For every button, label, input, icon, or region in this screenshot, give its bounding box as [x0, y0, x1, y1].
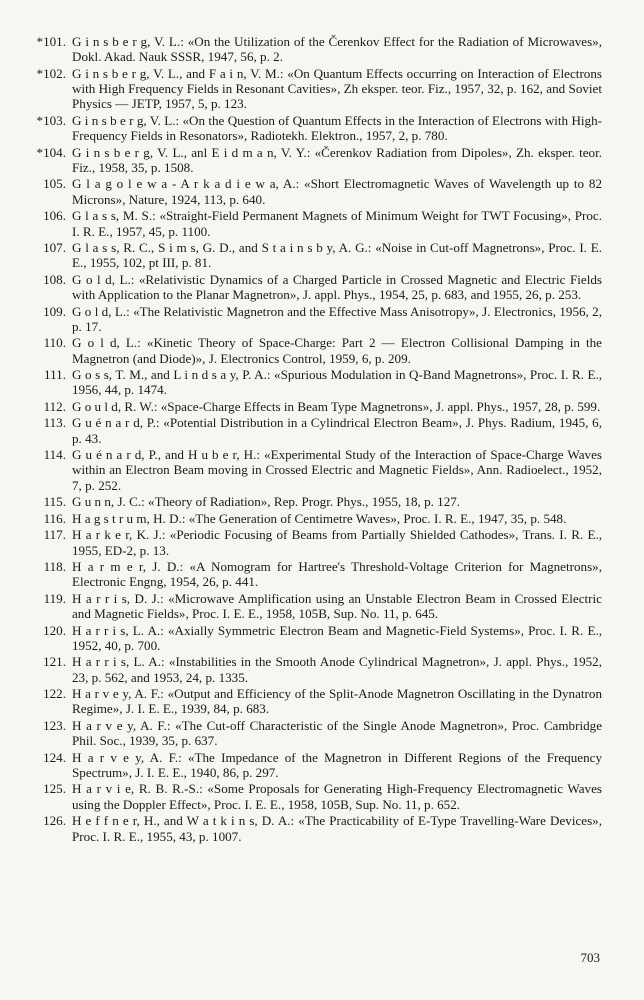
reference-number: 126.: [43, 813, 66, 829]
reference-number: 114.: [43, 447, 66, 463]
reference-entry: [28, 304, 602, 335]
reference-entry: [28, 511, 602, 526]
reference-text: H a r v e y, A. F.: «Output and Efficiency of the Split-Anode Magnetron Oscillating in the Dynatron Regime», J. I. E. E., 1939, 84, p. 683.: [72, 686, 602, 717]
reference-entry: [28, 66, 602, 112]
reference-number: 105.: [43, 176, 66, 192]
reference-number: 124.: [43, 749, 66, 765]
reference-text: H a r r i s, L. A.: «Axially Symmetric Electron Beam and Magnetic-Field Systems», Proc. I. R. E., 1952, 40, p. 700.: [72, 622, 602, 653]
reference-entry: [28, 591, 602, 622]
reference-entry: [28, 367, 602, 398]
reference-number: 110.: [43, 335, 66, 351]
reference-entry: [28, 494, 602, 509]
reference-entry: [28, 34, 602, 65]
reference-entry: [28, 272, 602, 303]
reference-text: G l a s s, M. S.: «Straight-Field Permanent Magnets of Minimum Weight for TWT Focusing», Proc. I. R. E., 1957, 45, p. 1100.: [72, 208, 602, 239]
reference-entry: [28, 447, 602, 493]
reference-entry: [28, 750, 602, 781]
reference-text: H a r r i s, L. A.: «Instabilities in the Smooth Anode Cylindrical Magnetron», J. appl. Phys., 1952, 23, p. 562, and 1953, 24, p. 1335.: [72, 654, 602, 685]
reference-text: H a r v i e, R. B. R.-S.: «Some Proposals for Generating High-Frequency Electromagnetic Waves using the Doppler Effect», Proc. I. E. E., 1958, 105B, Sup. No. 11, p. 652.: [72, 781, 602, 812]
reference-number: 118.: [43, 558, 66, 574]
reference-number: 111.: [44, 367, 66, 383]
reference-text: H a r r i s, D. J.: «Microwave Amplification using an Unstable Electron Beam in Crossed Electric and Magnetic Fields», Proc. I. E. E., 1958, 105B, Sup. No. 11, p. 645.: [72, 590, 602, 622]
reference-text: G o l d, L.: «Relativistic Dynamics of a Charged Particle in Crossed Magnetic and Electric Fields with Application to the Planar Magnetron», J. appl. Phys., 1954, 25, p. 683, and 1955, 26, p. 253.: [72, 271, 602, 303]
reference-entry: [28, 781, 602, 812]
reference-number: 122.: [43, 686, 66, 702]
reference-entry: [28, 240, 602, 271]
reference-text: G i n s b e r g, V. L.: «On the Utilization of the Čerenkov Effect for the Radiation of Microwaves», Dokl. Akad. Nauk SSSR, 1947, 56, p. 2.: [72, 34, 602, 65]
reference-text: H e f f n e r, H., and W a t k i n s, D. A.: «The Practicability of E-Type Travelling-Ware Devices», Proc. I. R. E., 1955, 43, p. 1007.: [72, 813, 602, 844]
reference-entry: [28, 335, 602, 366]
reference-number: 116.: [43, 510, 66, 526]
reference-entry: [28, 813, 602, 844]
reference-number: 115.: [43, 494, 66, 510]
reference-text: G i n s b e r g, V. L., and F a i n, V. M.: «On Quantum Effects occurring on Interaction of Electrons with High Frequency Fields in Resonant Cavities», Zh eksper. teor. Fiz., 1957, 32, p. 162, and Soviet Physics — JETP, 1957, 5, p. 123.: [72, 65, 602, 112]
reference-text: H a r m e r, J. D.: «A Nomogram for Hartree's Threshold-Voltage Criterion for Magnetrons», Electronic Engng, 1954, 26, p. 441.: [72, 558, 602, 590]
reference-text: G i n s b e r g, V. L., anl E i d m a n, V. Y.: «Čerenkov Radiation from Dipoles», Zh. eksper. teor. Fiz., 1958, 35, p. 1508.: [72, 144, 602, 175]
reference-number: 109.: [43, 303, 66, 319]
reference-list: [28, 34, 602, 845]
reference-number: *102.: [36, 65, 66, 81]
reference-number: *103.: [36, 112, 66, 128]
reference-text: G o l d, L.: «The Relativistic Magnetron and the Effective Mass Anisotropy», J. Electronics, 1956, 2, p. 17.: [72, 303, 602, 334]
reference-text: G o u l d, R. W.: «Space-Charge Effects in Beam Type Magnetrons», J. appl. Phys., 1957, 28, p. 599.: [72, 398, 601, 414]
reference-entry: [28, 559, 602, 590]
reference-number: 106.: [43, 208, 66, 224]
reference-entry: [28, 686, 602, 717]
reference-text: G l a s s, R. C., S i m s, G. D., and S t a i n s b y, A. G.: «Noise in Cut-off Magnetrons», Proc. I. E. E., 1955, 102, pt III, p. 81.: [72, 239, 602, 271]
reference-entry: [28, 654, 602, 685]
reference-text: G l a g o l e w a - A r k a d i e w a, A.: «Short Electromagnetic Waves of Wavelength up to 82 Microns», Nature, 1924, 113, p. 640.: [72, 176, 602, 207]
reference-text: H a r v e y, A. F.: «The Impedance of the Magnetron in Different Regions of the Frequency Spectrum», J. I. E. E., 1940, 86, p. 297.: [72, 749, 602, 780]
reference-entry: [28, 113, 602, 144]
reference-entry: [28, 208, 602, 239]
reference-text: H a r v e y, A. F.: «The Cut-off Characteristic of the Single Anode Magnetron», Proc. Cambridge Phil. Soc., 1939, 35, p. 637.: [72, 717, 602, 749]
reference-number: 120.: [43, 622, 66, 638]
reference-number: 119.: [43, 590, 66, 606]
reference-text: G o s s, T. M., and L i n d s a y, P. A.: «Spurious Modulation in Q-Band Magnetrons», Proc. I. R. E., 1956, 44, p. 1474.: [72, 367, 602, 398]
reference-text: G u n n, J. C.: «Theory of Radiation», Rep. Progr. Phys., 1955, 18, p. 127.: [72, 494, 461, 510]
reference-number: *104.: [36, 144, 66, 160]
reference-text: H a g s t r u m, H. D.: «The Generation of Centimetre Waves», Proc. I. R. E., 1947, 35, p. 548.: [72, 510, 567, 526]
reference-entry: [28, 718, 602, 749]
reference-entry: [28, 623, 602, 654]
reference-text: G i n s b e r g, V. L.: «On the Question of Quantum Effects in the Interaction of Electrons with High-Frequency Fields in Resonators», Radiotekh. Elektron., 1957, 2, p. 780.: [72, 112, 602, 144]
reference-entry: [28, 527, 602, 558]
reference-entry: [28, 176, 602, 207]
reference-entry: [28, 415, 602, 446]
reference-text: G u é n a r d, P., and H u b e r, H.: «Experimental Study of the Interaction of Space-Charge Waves within an Electron Beam moving in Crossed Electric and Magnetic Fields», Ann. Radioelect., 1952, 7, p. 252.: [72, 447, 602, 493]
reference-number: 125.: [43, 781, 66, 797]
reference-entry: [28, 145, 602, 176]
page-number: 703: [580, 950, 600, 965]
reference-number: *101.: [36, 34, 66, 49]
reference-number: 107.: [43, 239, 66, 255]
reference-number: 121.: [43, 654, 66, 670]
reference-text: H a r k e r, K. J.: «Periodic Focusing of Beams from Partially Shielded Cathodes», Trans. I. R. E., 1955, ED-2, p. 13.: [72, 527, 602, 558]
reference-number: 108.: [43, 271, 66, 287]
reference-number: 112.: [43, 398, 66, 414]
reference-number: 123.: [43, 717, 66, 733]
reference-number: 117.: [43, 527, 66, 543]
reference-number: 113.: [43, 415, 66, 431]
reference-text: G u é n a r d, P.: «Potential Distribution in a Cylindrical Electron Beam», J. Phys. Radium, 1945, 6, p. 43.: [72, 415, 602, 446]
reference-entry: [28, 399, 602, 414]
reference-text: G o l d, L.: «Kinetic Theory of Space-Charge: Part 2 — Electron Collisional Damping in the Magnetron (and Diode)», J. Electronics Control, 1959, 6, p. 209.: [72, 335, 602, 366]
